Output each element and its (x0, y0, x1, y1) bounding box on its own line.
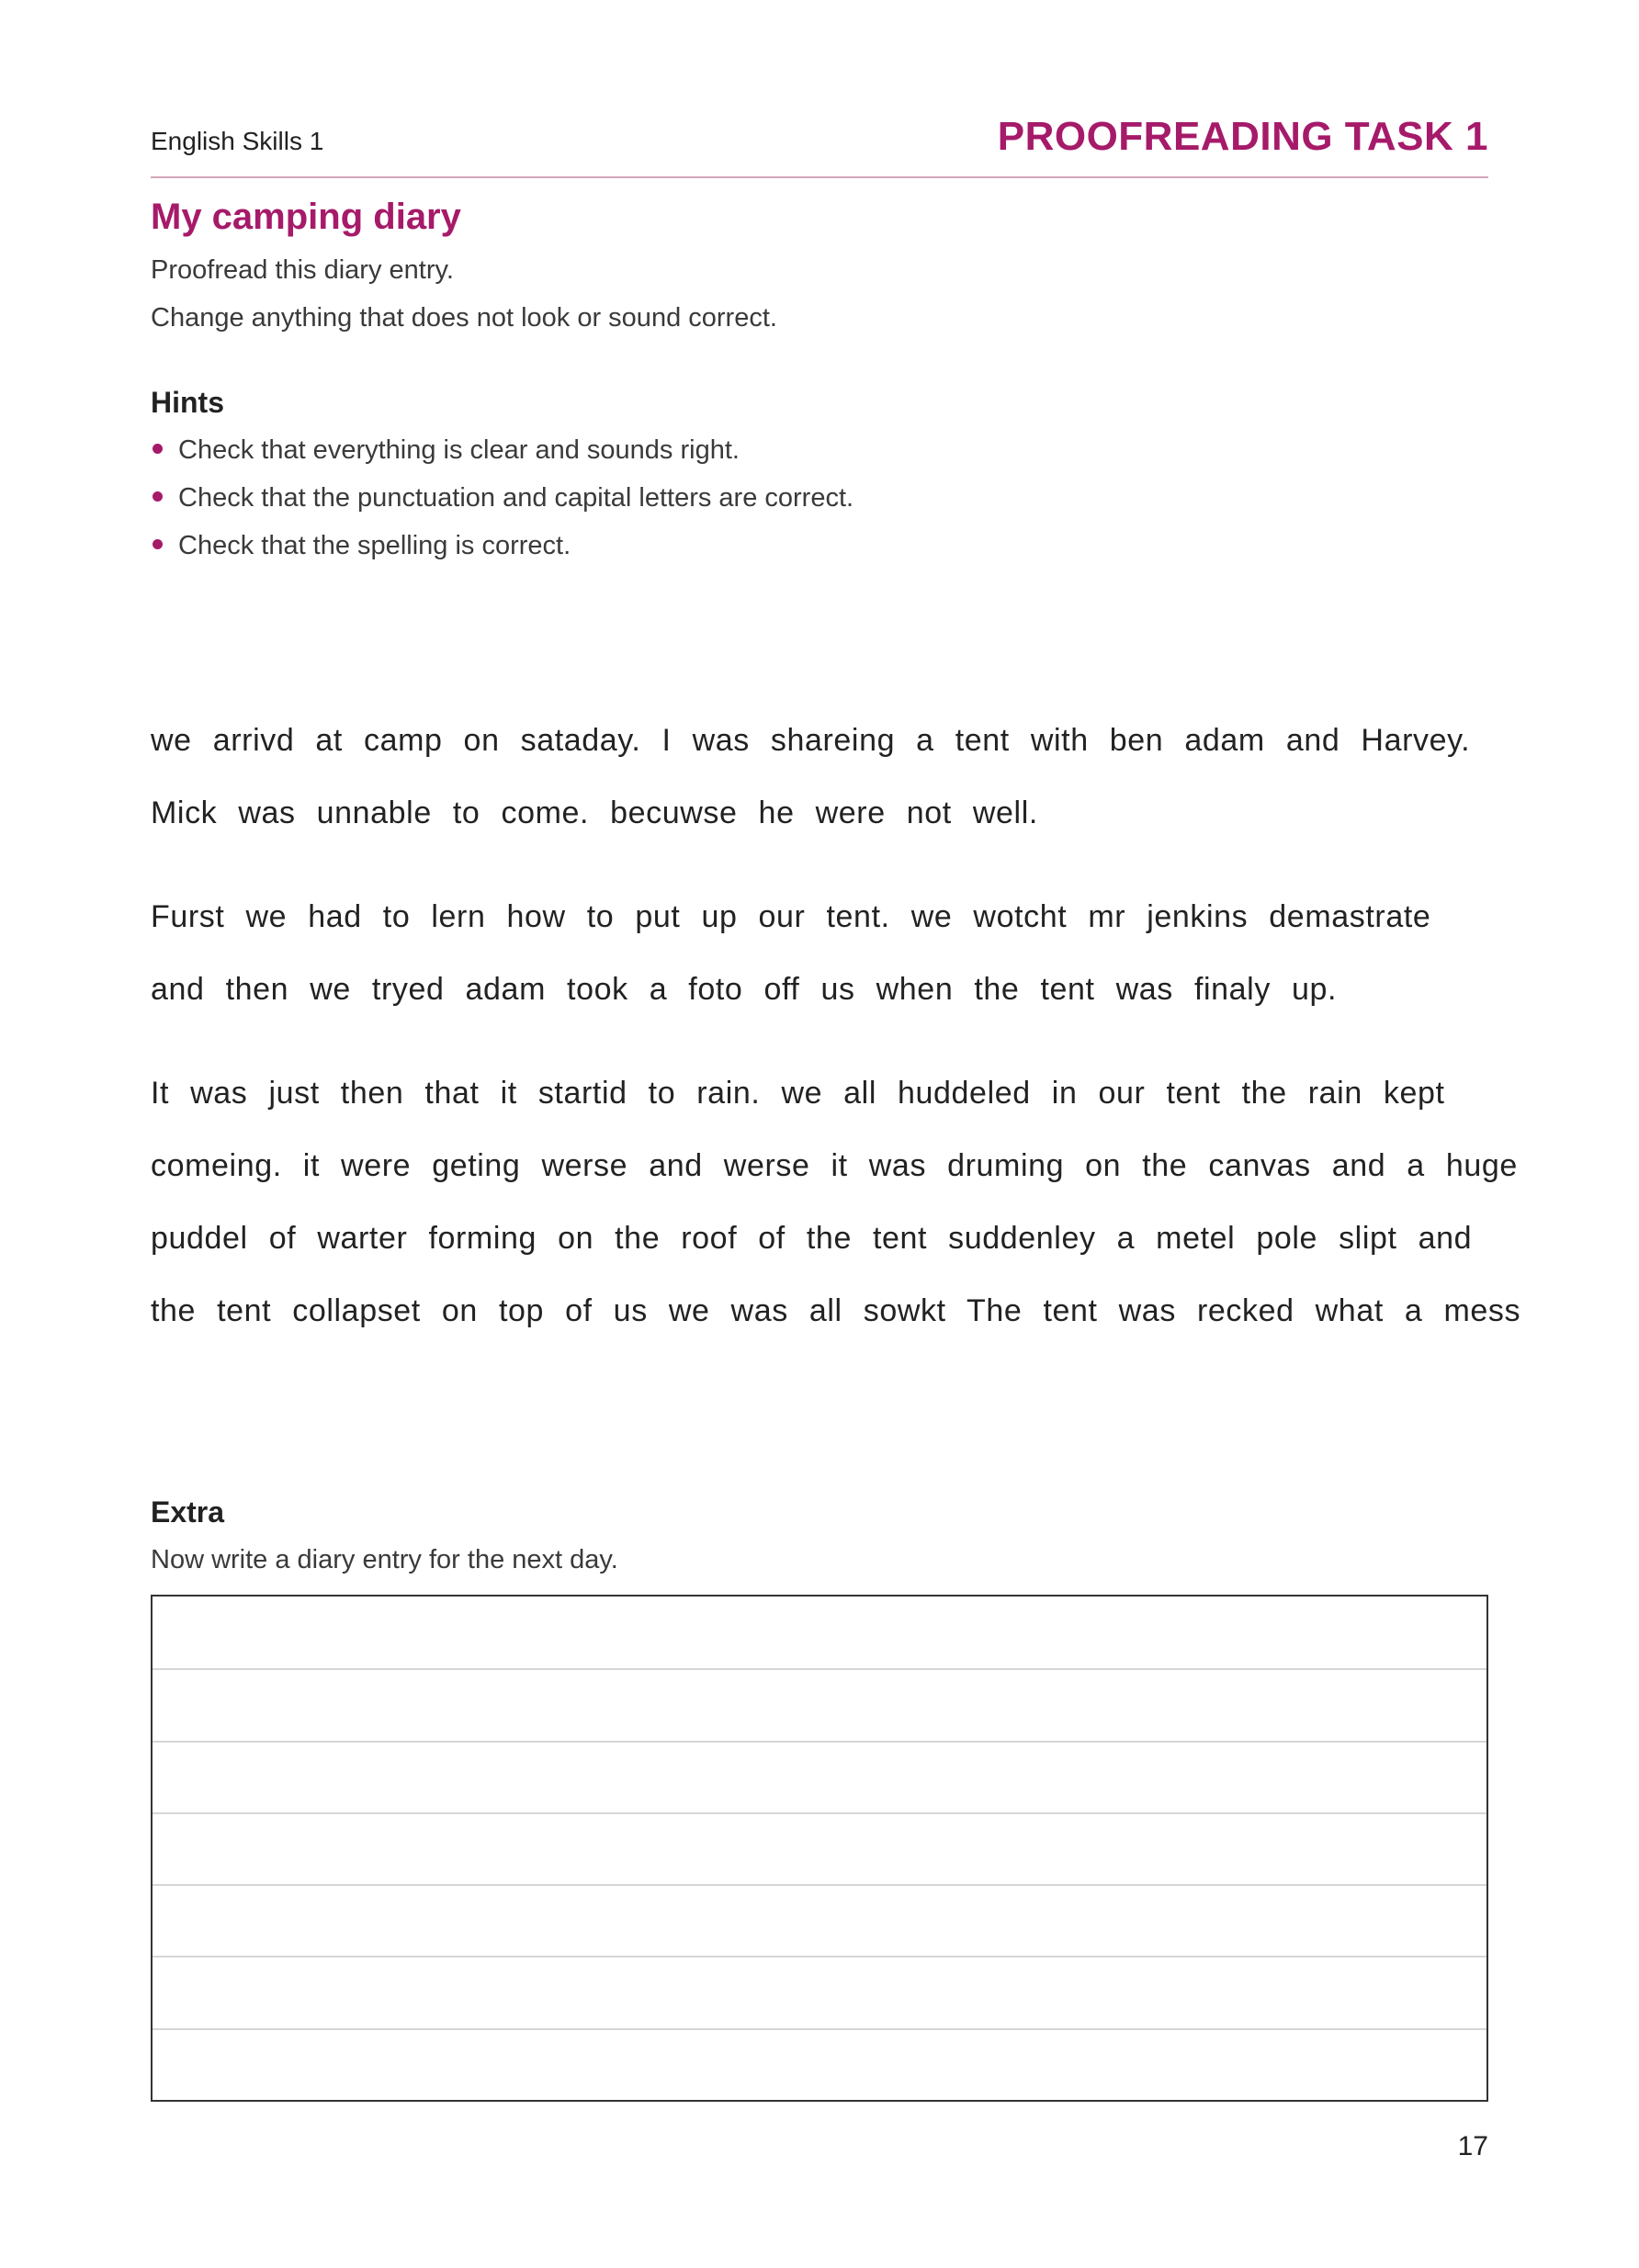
extra-heading: Extra (151, 1495, 225, 1529)
writing-line (153, 1668, 1486, 1670)
writing-line (153, 1741, 1486, 1743)
hints-heading: Hints (151, 386, 224, 419)
hint-text: Check that the spelling is correct. (178, 531, 571, 560)
hints-list (151, 432, 853, 575)
page-number: 17 (1457, 2131, 1488, 2161)
instruction-line: Proofread this diary entry. (151, 255, 454, 285)
writing-line (153, 2028, 1486, 2030)
bullet-icon (153, 444, 163, 454)
diary-line: puddel of warter forming on the roof of the tent suddenley a metel pole slipt and (151, 1221, 1473, 1256)
diary-line: It was just then that it startid to rain. we all huddeled in our tent the rain kept (151, 1076, 1445, 1111)
hint-text: Check that the punctuation and capital letters are correct. (178, 483, 854, 513)
series-title: English Skills 1 (151, 127, 324, 155)
page-header (151, 107, 1488, 178)
diary-paragraph (151, 1069, 1521, 1360)
extra-instruction: Now write a diary entry for the next day. (151, 1545, 618, 1574)
instruction-line: Change anything that does not look or sound correct. (151, 303, 777, 333)
diary-line: comeing. it were geting werse and werse it was druming on the canvas and a huge (151, 1148, 1518, 1183)
bullet-icon (153, 539, 163, 549)
hint-item (151, 432, 853, 480)
diary-line: Furst we had to lern how to put up our tent. we wotcht mr jenkins demastrate (151, 899, 1431, 934)
bullet-icon (153, 491, 163, 502)
hint-item (151, 527, 853, 575)
diary-line: and then we tryed adam took a foto off us when the tent was finaly up. (151, 972, 1338, 1007)
task-title: PROOFREADING TASK 1 (997, 114, 1488, 159)
writing-area[interactable] (151, 1595, 1488, 2102)
diary-entry (151, 717, 1521, 1391)
hint-text: Check that everything is clear and sounds right. (178, 435, 740, 465)
diary-paragraph (151, 893, 1492, 1038)
writing-line (153, 1812, 1486, 1814)
page-title: My camping diary (151, 197, 461, 237)
diary-line: the tent collapset on top of us we was all sowkt The tent was recked what a mess (151, 1293, 1521, 1328)
diary-paragraph (151, 717, 1492, 862)
writing-line (153, 1884, 1486, 1886)
diary-line: we arrivd at camp on sataday. I was shareing a tent with ben adam and Harvey. (151, 723, 1471, 758)
hint-item (151, 480, 853, 527)
diary-line: Mick was unnable to come. becuwse he were not well. (151, 795, 1038, 830)
writing-line (153, 1956, 1486, 1958)
